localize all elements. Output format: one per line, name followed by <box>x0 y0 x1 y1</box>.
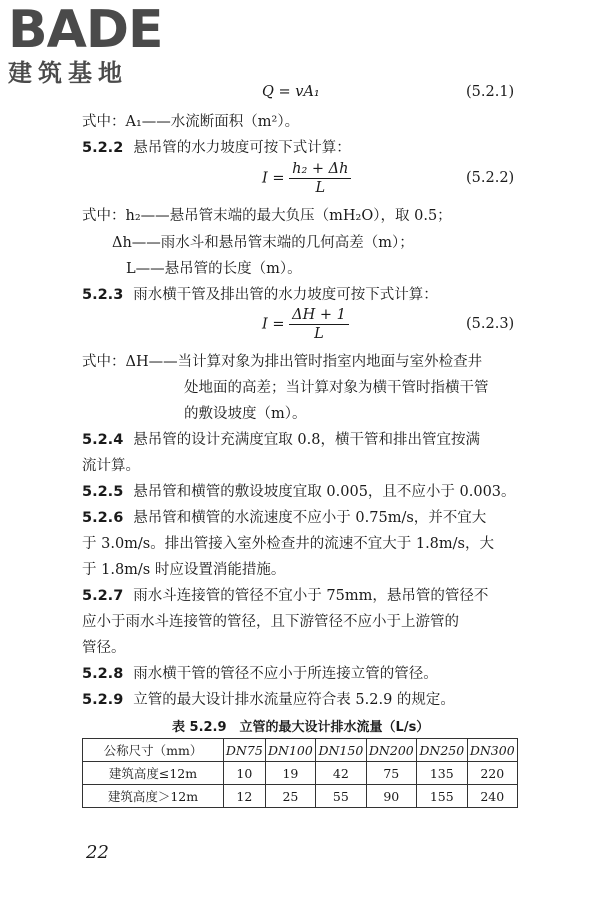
section-text: 雨水横干管的管径不应小于所连接立管的管径。 <box>133 666 438 682</box>
section-number: 5.2.3 <box>82 287 124 303</box>
table-header-row <box>83 739 518 762</box>
equation-lhs: I = <box>262 170 285 187</box>
header-cell: DN150 <box>316 739 366 762</box>
section-5-2-4-line2: 流计算。 <box>82 458 140 474</box>
logo <box>8 2 163 88</box>
table-cell: 240 <box>467 785 518 808</box>
where-l: L——悬吊管的长度（m）。 <box>126 261 302 277</box>
where-delta-H-line3: 的敷设坡度（m）。 <box>184 406 307 422</box>
section-5-2-7-line3: 管径。 <box>82 640 126 656</box>
table-cell: 25 <box>265 785 315 808</box>
section-number: 5.2.4 <box>82 432 124 448</box>
table-caption: 表 5.2.9 立管的最大设计排水流量（L/s） <box>172 720 430 735</box>
table-cell: 135 <box>417 762 467 785</box>
fraction <box>289 306 349 343</box>
section-number: 5.2.2 <box>82 140 124 156</box>
where-delta-h: Δh——雨水斗和悬吊管末端的几何高差（m）； <box>112 235 414 251</box>
equation-5-2-1: Q = vA₁ <box>262 84 320 100</box>
section-5-2-2 <box>82 136 351 157</box>
table-cell: 75 <box>366 762 416 785</box>
where-h2: 式中：h₂——悬吊管末端的最大负压（mH₂O），取 0.5； <box>82 208 452 224</box>
section-5-2-6-line2: 于 3.0m/s。排出管接入室外检查井的流速不宜大于 1.8m/s，大 <box>82 536 494 552</box>
section-5-2-7 <box>82 584 488 605</box>
logo-text: BADE <box>8 0 163 60</box>
table-cell: 155 <box>417 785 467 808</box>
section-5-2-6-line3: 于 1.8m/s 时应设置消能措施。 <box>82 562 286 578</box>
equation-5-2-2 <box>262 160 351 197</box>
where-delta-H-line1: 式中：ΔH——当计算对象为排出管时指室内地面与室外检查井 <box>82 354 483 370</box>
section-number: 5.2.7 <box>82 588 124 604</box>
header-cell: DN300 <box>467 739 518 762</box>
equation-number-5-2-2: (5.2.2) <box>466 170 515 186</box>
header-cell: DN100 <box>265 739 315 762</box>
section-5-2-3 <box>82 283 438 304</box>
table-cell: 建筑高度≤12m <box>83 762 224 785</box>
fraction-numerator: h₂ + Δh <box>289 160 351 179</box>
equation-number-5-2-1: (5.2.1) <box>466 84 515 100</box>
section-number: 5.2.5 <box>82 484 124 500</box>
section-number: 5.2.8 <box>82 666 124 682</box>
section-5-2-6 <box>82 506 486 527</box>
header-cell: DN250 <box>417 739 467 762</box>
table-cell: 19 <box>265 762 315 785</box>
table-cell: 10 <box>224 762 266 785</box>
section-text: 悬吊管和横管的水流速度不应小于 0.75m/s，并不宜大 <box>133 510 487 526</box>
equation-5-2-3 <box>262 306 349 343</box>
equation-lhs: I = <box>262 316 285 333</box>
section-text: 悬吊管的水力坡度可按下式计算： <box>133 140 351 156</box>
section-text: 悬吊管和横管的敷设坡度宜取 0.005，且不应小于 0.003。 <box>133 484 516 500</box>
section-5-2-7-line2: 应小于雨水斗连接管的管径，且下游管径不应小于上游管的 <box>82 614 459 630</box>
header-cell: 公称尺寸（mm） <box>83 739 224 762</box>
table-cell: 建筑高度＞12m <box>83 785 224 808</box>
table-cell: 12 <box>224 785 266 808</box>
equation-number-5-2-3: (5.2.3) <box>466 316 515 332</box>
section-number: 5.2.6 <box>82 510 124 526</box>
where-a1: 式中：A₁——水流断面积（m²）。 <box>82 114 300 130</box>
fraction-numerator: ΔH + 1 <box>289 306 349 325</box>
table-cell: 55 <box>316 785 366 808</box>
flow-table <box>82 738 518 808</box>
section-5-2-9 <box>82 688 455 709</box>
fraction-denominator: L <box>315 180 326 196</box>
table-row <box>83 785 518 808</box>
header-cell: DN75 <box>224 739 266 762</box>
fraction <box>289 160 351 197</box>
header-cell: DN200 <box>366 739 416 762</box>
section-5-2-5 <box>82 480 516 501</box>
page-number: 22 <box>86 842 109 863</box>
fraction-denominator: L <box>314 326 324 342</box>
where-delta-H-line2: 处地面的高差；当计算对象为横干管时指横干管 <box>184 380 489 396</box>
section-number: 5.2.9 <box>82 692 124 708</box>
logo-subtitle: 建筑基地 <box>8 59 128 87</box>
section-text: 立管的最大设计排水流量应符合表 5.2.9 的规定。 <box>133 692 455 708</box>
section-5-2-8 <box>82 662 438 683</box>
section-5-2-4 <box>82 428 480 449</box>
section-text: 悬吊管的设计充满度宜取 0.8，横干管和排出管宜按满 <box>133 432 480 448</box>
table-cell: 90 <box>366 785 416 808</box>
table-cell: 42 <box>316 762 366 785</box>
section-text: 雨水横干管及排出管的水力坡度可按下式计算： <box>133 287 438 303</box>
section-text: 雨水斗连接管的管径不宜小于 75mm，悬吊管的管径不 <box>133 588 489 604</box>
table-row <box>83 762 518 785</box>
table-cell: 220 <box>467 762 518 785</box>
